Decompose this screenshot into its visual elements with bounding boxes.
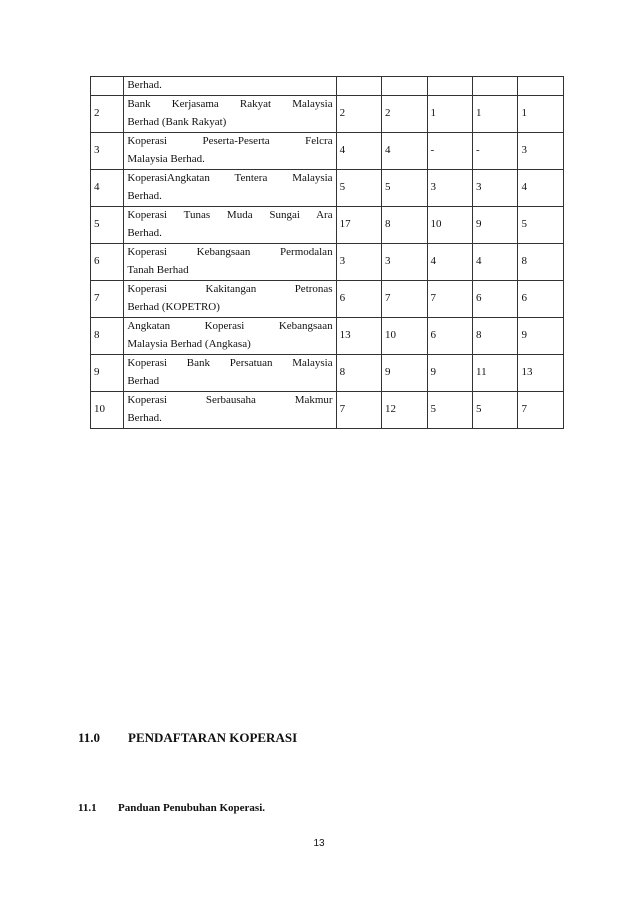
cooperative-name-cell <box>124 354 336 391</box>
cooperative-name-line2: Malaysia Berhad (Angkasa) <box>127 337 251 350</box>
cooperative-name-cell: Berhad. <box>124 77 336 96</box>
subsection-number: 11.1 <box>78 802 97 814</box>
section-heading <box>78 730 297 746</box>
row-number-cell: 6 <box>91 243 124 280</box>
value-cell: 17 <box>336 206 381 243</box>
row-number-cell: 5 <box>91 206 124 243</box>
row-number-cell: 9 <box>91 354 124 391</box>
table-row <box>91 354 564 391</box>
value-cell: 3 <box>518 132 564 169</box>
cooperative-name-line1: Koperasi Kakitangan Petronas <box>127 283 333 295</box>
section-number: 11.0 <box>78 730 101 745</box>
table-row <box>91 206 564 243</box>
cooperative-name-cell <box>124 280 336 317</box>
value-cell: 5 <box>472 391 517 428</box>
table-row <box>91 243 564 280</box>
cooperative-name-cell <box>124 206 336 243</box>
value-cell: 2 <box>382 95 427 132</box>
value-cell: - <box>472 132 517 169</box>
subsection-title: Panduan Penubuhan Koperasi. <box>118 802 266 814</box>
value-cell: 5 <box>427 391 472 428</box>
value-cell <box>336 77 381 96</box>
value-cell: 3 <box>472 169 517 206</box>
value-cell <box>427 77 472 96</box>
value-cell <box>382 77 427 96</box>
table-row-continued <box>91 77 564 96</box>
cooperative-name-cell <box>124 317 336 354</box>
value-cell: 7 <box>382 280 427 317</box>
row-number-cell: 2 <box>91 95 124 132</box>
value-cell: 4 <box>427 243 472 280</box>
value-cell: 8 <box>472 317 517 354</box>
cooperative-name-cell <box>124 132 336 169</box>
value-cell: 5 <box>518 206 564 243</box>
row-number-cell: 3 <box>91 132 124 169</box>
value-cell: 8 <box>336 354 381 391</box>
value-cell: 1 <box>518 95 564 132</box>
value-cell: 13 <box>336 317 381 354</box>
cooperative-name-cell <box>124 243 336 280</box>
cooperative-name-line1: Koperasi Bank Persatuan Malaysia <box>127 357 333 369</box>
cooperative-name-line2: Malaysia Berhad. <box>127 152 205 165</box>
value-cell: 8 <box>518 243 564 280</box>
value-cell: 7 <box>336 391 381 428</box>
value-cell: 4 <box>336 132 381 169</box>
cooperative-name-line2: Berhad (Bank Rakyat) <box>127 115 227 128</box>
value-cell: 5 <box>336 169 381 206</box>
value-cell: 1 <box>472 95 517 132</box>
section-title: PENDAFTARAN KOPERASI <box>128 730 298 745</box>
cooperative-name-line2: Berhad. <box>127 226 162 239</box>
subsection-heading <box>78 802 265 814</box>
cooperative-name-cell <box>124 391 336 428</box>
cooperative-name-line1: Koperasi Kebangsaan Permodalan <box>127 246 333 258</box>
cooperative-name-line2: Berhad. <box>127 189 162 202</box>
value-cell: 3 <box>336 243 381 280</box>
value-cell: 1 <box>427 95 472 132</box>
value-cell: 11 <box>472 354 517 391</box>
value-cell: 6 <box>427 317 472 354</box>
value-cell: - <box>427 132 472 169</box>
table-row <box>91 391 564 428</box>
value-cell: 9 <box>382 354 427 391</box>
value-cell: 7 <box>518 391 564 428</box>
table-row <box>91 317 564 354</box>
cooperative-name-line1: Koperasi Serbausaha Makmur <box>127 394 333 406</box>
value-cell: 13 <box>518 354 564 391</box>
value-cell: 6 <box>336 280 381 317</box>
value-cell: 6 <box>518 280 564 317</box>
value-cell: 2 <box>336 95 381 132</box>
value-cell: 6 <box>472 280 517 317</box>
value-cell: 8 <box>382 206 427 243</box>
value-cell: 12 <box>382 391 427 428</box>
table-row <box>91 169 564 206</box>
row-number-cell: 7 <box>91 280 124 317</box>
table-row <box>91 280 564 317</box>
value-cell: 9 <box>472 206 517 243</box>
cooperative-name-line1: Angkatan Koperasi Kebangsaan <box>127 320 333 332</box>
value-cell: 4 <box>518 169 564 206</box>
row-number-cell: 4 <box>91 169 124 206</box>
value-cell: 3 <box>427 169 472 206</box>
value-cell: 10 <box>382 317 427 354</box>
value-cell <box>518 77 564 96</box>
value-cell: 9 <box>518 317 564 354</box>
cooperative-name-line2: Berhad <box>127 374 160 387</box>
table-row <box>91 95 564 132</box>
value-cell: 5 <box>382 169 427 206</box>
cooperative-name-line1: Koperasi Tunas Muda Sungai Ara <box>127 209 333 221</box>
value-cell: 10 <box>427 206 472 243</box>
cooperative-name-cell <box>124 169 336 206</box>
cooperative-name-line2: Berhad (KOPETRO) <box>127 300 220 313</box>
page-number: 13 <box>313 838 325 849</box>
value-cell: 9 <box>427 354 472 391</box>
cooperative-name-line2: Tanah Berhad <box>127 263 189 276</box>
row-number-cell: 10 <box>91 391 124 428</box>
cooperative-ranking-table <box>90 76 564 429</box>
cooperative-name-line1: Koperasi Peserta-Peserta Felcra <box>127 135 333 147</box>
cooperative-name-cell <box>124 95 336 132</box>
value-cell: 4 <box>382 132 427 169</box>
row-number-cell <box>91 77 124 96</box>
table-row <box>91 132 564 169</box>
cooperative-name-line2: Berhad. <box>127 411 162 424</box>
value-cell: 4 <box>472 243 517 280</box>
value-cell: 7 <box>427 280 472 317</box>
cooperative-name-line1: Bank Kerjasama Rakyat Malaysia <box>127 98 333 110</box>
value-cell: 3 <box>382 243 427 280</box>
row-number-cell: 8 <box>91 317 124 354</box>
value-cell <box>472 77 517 96</box>
cooperative-name-line1: KoperasiAngkatan Tentera Malaysia <box>127 172 333 184</box>
